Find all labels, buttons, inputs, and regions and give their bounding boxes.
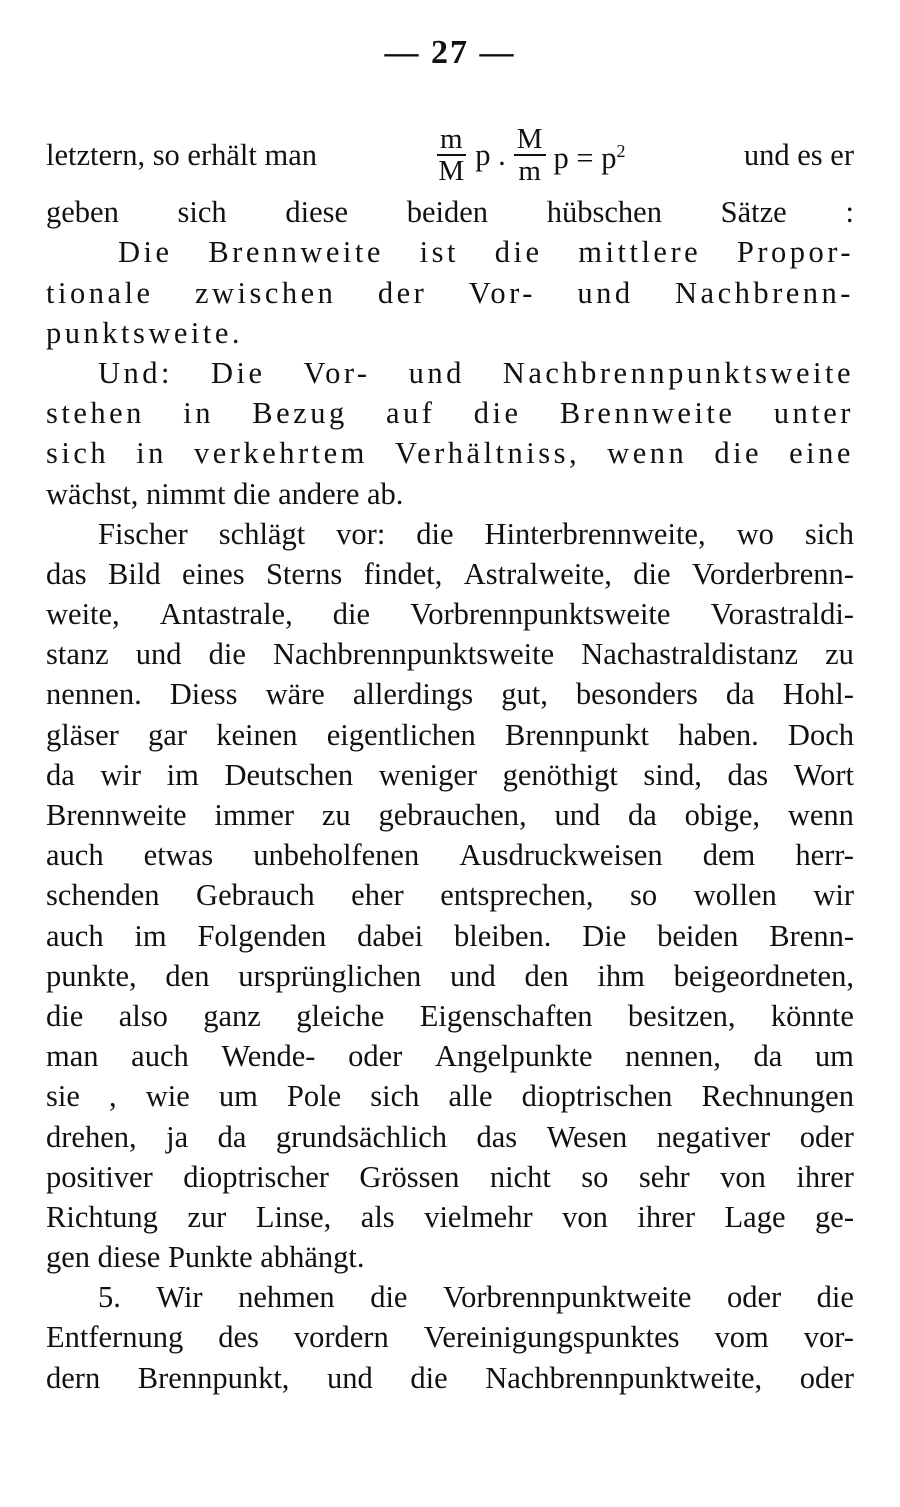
word: gleiche xyxy=(296,998,385,1033)
text-line xyxy=(46,915,854,955)
word: die xyxy=(46,998,84,1033)
word: wenn xyxy=(787,798,854,832)
word: man xyxy=(46,1039,99,1074)
word: nehmen xyxy=(238,1280,335,1315)
text-line xyxy=(46,996,854,1036)
text-line xyxy=(46,353,854,393)
word: so xyxy=(630,878,658,913)
word: grundsächlich xyxy=(275,1119,448,1154)
word: Vereinigungspunktes xyxy=(423,1320,680,1355)
word: gläser xyxy=(46,717,119,752)
word: dem xyxy=(702,838,756,873)
word: Fischer xyxy=(98,516,188,551)
word: also xyxy=(118,998,168,1033)
word: Brennweite xyxy=(208,235,384,270)
formula-before: letztern, so erhält man xyxy=(46,138,318,172)
word: ihrer xyxy=(637,1199,695,1234)
word: wir xyxy=(813,878,854,913)
text-line xyxy=(46,554,854,594)
word: auch xyxy=(46,838,104,873)
word: Vorbrennpunktsweite xyxy=(410,597,671,632)
word: sehr xyxy=(638,1159,690,1194)
text-line xyxy=(46,1357,854,1397)
text-line xyxy=(46,674,854,714)
word: beiden xyxy=(657,918,739,953)
word: Brenn- xyxy=(769,918,854,953)
word: 5. xyxy=(98,1280,121,1315)
text-line xyxy=(46,1277,854,1317)
word: die xyxy=(714,436,763,471)
word: zwischen xyxy=(194,275,337,310)
word: gar xyxy=(148,717,187,752)
text-line xyxy=(46,956,854,996)
word: ihrer xyxy=(796,1159,854,1194)
word: und xyxy=(327,1360,373,1395)
word: ist xyxy=(419,235,459,270)
fraction-numerator: m xyxy=(437,124,466,156)
word: nennen. xyxy=(46,677,142,712)
word: wenn xyxy=(607,436,688,471)
word: Grössen xyxy=(359,1159,460,1194)
word: etwas xyxy=(143,838,214,873)
word: Pole xyxy=(286,1079,342,1114)
word: Vorderbrenn- xyxy=(691,556,854,591)
word: das xyxy=(46,556,87,591)
word: in xyxy=(136,436,167,471)
word: findet, xyxy=(363,556,443,591)
word: nicht xyxy=(489,1159,551,1194)
word: da xyxy=(753,1039,783,1074)
formula-line xyxy=(46,118,854,192)
word: die xyxy=(633,556,671,591)
word: schlägt xyxy=(218,516,306,551)
word: Brennpunkt xyxy=(505,717,650,752)
word: auch xyxy=(131,1039,189,1074)
word: obige, xyxy=(684,798,761,832)
fraction-numerator: M xyxy=(514,124,546,156)
word: stanz xyxy=(46,637,109,672)
word: Propor- xyxy=(736,235,854,270)
word: Vor- xyxy=(303,355,371,390)
word: dioptrischer xyxy=(183,1159,329,1194)
word: Vorastraldi- xyxy=(710,597,854,632)
word: Doch xyxy=(787,717,854,752)
word: so xyxy=(581,1159,609,1194)
text-line xyxy=(46,1116,854,1156)
text-line xyxy=(46,192,854,232)
word: Ausdruckweisen xyxy=(459,838,663,873)
word: Verhältniss, xyxy=(394,436,581,471)
word: oder xyxy=(799,1360,854,1395)
word: die xyxy=(410,1360,448,1395)
word: eine xyxy=(789,436,854,471)
word: zu xyxy=(825,637,854,672)
word: auf xyxy=(386,396,436,431)
word: weite, xyxy=(46,597,120,632)
word: Richtung xyxy=(46,1199,158,1234)
word: vor- xyxy=(803,1320,854,1355)
word: von xyxy=(562,1199,608,1234)
word: im xyxy=(134,918,167,953)
word: Vor- xyxy=(468,275,536,310)
text-line xyxy=(46,514,854,554)
text-line xyxy=(46,232,854,272)
word: sich xyxy=(804,516,854,551)
word: da xyxy=(725,677,755,712)
page-number: — 27 — xyxy=(384,34,516,71)
word: Nachbrennpunktweite, xyxy=(485,1360,763,1395)
word: zu xyxy=(321,798,351,832)
word: da xyxy=(628,798,657,832)
word: stehen xyxy=(46,396,145,431)
word: beigeordneten, xyxy=(673,958,854,993)
word: dioptrischen xyxy=(521,1079,673,1114)
word: besitzen, xyxy=(627,998,736,1033)
word: Wesen xyxy=(546,1119,628,1154)
word: Die xyxy=(118,235,173,270)
word: beiden xyxy=(406,195,489,230)
word: Bild xyxy=(108,556,161,591)
text-line xyxy=(46,1197,854,1237)
word: sich xyxy=(177,195,227,230)
word: die xyxy=(208,637,246,672)
word: in xyxy=(183,396,214,431)
word: allerdings xyxy=(352,677,474,712)
word: die xyxy=(473,396,522,431)
word: Brennweite xyxy=(46,798,187,832)
word: die xyxy=(416,516,454,551)
word: des xyxy=(218,1320,259,1355)
word: könnte xyxy=(770,998,854,1033)
word: schenden xyxy=(46,878,160,913)
text-line xyxy=(46,1317,854,1357)
word: von xyxy=(720,1159,766,1194)
word: Wort xyxy=(793,757,854,792)
word: oder xyxy=(726,1280,782,1315)
word: und xyxy=(554,798,601,832)
text-line xyxy=(46,714,854,754)
word: Sterns xyxy=(265,556,343,591)
fraction-m-over-M xyxy=(435,124,467,186)
word: geben xyxy=(46,195,119,230)
word: wäre xyxy=(265,677,325,712)
word: wo xyxy=(736,516,774,551)
word: ge- xyxy=(815,1199,854,1234)
word: Wende- xyxy=(221,1039,316,1074)
word: ursprünglichen xyxy=(238,958,422,993)
word: negativer xyxy=(656,1119,771,1154)
word: tionale xyxy=(46,275,154,310)
text-line xyxy=(46,795,854,835)
word: positiver xyxy=(46,1159,153,1194)
word: Eigenschaften xyxy=(419,998,593,1033)
word: Hohl- xyxy=(782,677,854,712)
word: herr- xyxy=(795,838,854,873)
text-line xyxy=(46,272,854,312)
word: , xyxy=(108,1079,117,1114)
word: Astralweite, xyxy=(463,556,612,591)
word: vordern xyxy=(293,1320,389,1355)
word: das xyxy=(476,1119,518,1154)
word: entsprechen, xyxy=(440,878,594,913)
fraction-M-over-m xyxy=(514,124,546,186)
word: haben. xyxy=(678,717,759,752)
word: oder xyxy=(799,1119,854,1154)
word: Bezug xyxy=(252,396,348,431)
word: Deutschen xyxy=(224,757,354,792)
word: Angelpunkte xyxy=(434,1039,593,1074)
text-line xyxy=(46,634,854,674)
word: alle xyxy=(448,1079,493,1114)
word: bleiben. xyxy=(453,918,552,953)
word: dabei xyxy=(357,918,424,953)
word: da xyxy=(46,757,75,792)
text-line xyxy=(46,433,854,473)
formula xyxy=(435,124,625,186)
word: im xyxy=(166,757,199,792)
text-line xyxy=(46,875,854,915)
word: wollen xyxy=(693,878,777,913)
word: Nachbrennpunktsweite xyxy=(502,355,854,390)
word: oder xyxy=(348,1039,403,1074)
word: die xyxy=(370,1280,408,1315)
word: den xyxy=(524,958,569,993)
word: nennen, xyxy=(625,1039,721,1074)
body-text xyxy=(46,118,854,1398)
word: ja xyxy=(166,1119,189,1154)
word: Nachbrenn- xyxy=(675,275,854,310)
word: Brennweite xyxy=(559,396,736,431)
word: Linse, xyxy=(255,1199,332,1234)
word: Die xyxy=(582,918,627,953)
word: als xyxy=(360,1199,395,1234)
word: und xyxy=(408,355,465,390)
word: ganz xyxy=(203,998,261,1033)
word: vor: xyxy=(336,516,386,551)
word: zur xyxy=(187,1199,227,1234)
word: sie xyxy=(46,1079,80,1114)
word: ihm xyxy=(597,958,645,993)
word: Sätze xyxy=(720,195,787,230)
word: Rechnungen xyxy=(701,1079,854,1114)
word: Entfernung xyxy=(46,1320,184,1355)
word: der xyxy=(377,275,428,310)
fraction-denominator: M xyxy=(438,155,465,187)
formula-exponent: 2 xyxy=(616,141,626,162)
text-line xyxy=(46,835,854,875)
word: Die xyxy=(210,355,266,390)
word: verkehrtem xyxy=(194,436,368,471)
word: immer xyxy=(214,798,295,832)
text-line xyxy=(46,755,854,795)
word: Brennpunkt, xyxy=(137,1360,290,1395)
word: Nachbrennpunktsweite xyxy=(272,637,555,672)
text-line: gen diese Punkte abhängt. xyxy=(46,1240,365,1275)
word: hübschen xyxy=(546,195,662,230)
word: gut, xyxy=(501,677,548,712)
formula-equals: p = p xyxy=(553,141,617,176)
text-line xyxy=(46,1157,854,1197)
formula-mid-2 xyxy=(554,131,626,178)
formula-after: und es er xyxy=(743,138,854,172)
word: die xyxy=(494,235,543,270)
word: sich xyxy=(46,436,110,471)
fraction-denominator: m xyxy=(518,155,541,187)
word: Lage xyxy=(724,1199,786,1234)
word: vielmehr xyxy=(424,1199,533,1234)
word: um xyxy=(218,1079,258,1114)
word: unter xyxy=(773,396,854,431)
word: Antastrale, xyxy=(159,597,293,632)
word: vom xyxy=(714,1320,769,1355)
word: und xyxy=(577,275,634,310)
word: besonders xyxy=(575,677,698,712)
word: Diess xyxy=(169,677,238,712)
word: Und: xyxy=(98,355,173,390)
formula-mid-1: p . xyxy=(475,138,506,172)
word: drehen, xyxy=(46,1119,137,1154)
word: wir xyxy=(100,757,142,792)
word: sich xyxy=(370,1079,420,1114)
word: diese xyxy=(285,195,349,230)
text-line xyxy=(46,1076,854,1116)
word: das xyxy=(727,757,769,792)
word: Nachastraldistanz xyxy=(581,637,799,672)
text-line xyxy=(46,393,854,433)
word: die xyxy=(332,597,371,632)
word: wie xyxy=(145,1079,190,1114)
word: sind, xyxy=(643,757,702,792)
word: eher xyxy=(351,878,404,913)
word: weniger xyxy=(378,757,478,792)
word: eigentlichen xyxy=(326,717,476,752)
word: eines xyxy=(181,556,245,591)
word: gebrauchen, xyxy=(378,798,527,832)
word: um xyxy=(814,1039,854,1074)
word: und xyxy=(450,958,496,993)
word: und xyxy=(135,637,182,672)
word: Wir xyxy=(156,1280,203,1315)
word: punkte, xyxy=(46,958,137,993)
text-line: wächst, nimmt die andere ab. xyxy=(46,476,404,511)
word: den xyxy=(165,958,210,993)
text-line xyxy=(46,594,854,634)
text-line: punktsweite. xyxy=(46,315,244,350)
word: Vorbrennpunktweite xyxy=(442,1280,692,1315)
text-line xyxy=(46,1036,854,1076)
word: Folgenden xyxy=(197,918,327,953)
word: : xyxy=(845,195,854,230)
word: mittlere xyxy=(578,235,702,270)
word: da xyxy=(217,1119,247,1154)
word: auch xyxy=(46,918,104,953)
word: dern xyxy=(46,1360,101,1395)
word: keinen xyxy=(216,717,298,752)
word: Hinterbrennweite, xyxy=(484,516,706,551)
word: Gebrauch xyxy=(196,878,315,913)
word: die xyxy=(816,1280,854,1315)
word: unbeholfenen xyxy=(253,838,420,873)
word: genöthigt xyxy=(502,757,618,792)
